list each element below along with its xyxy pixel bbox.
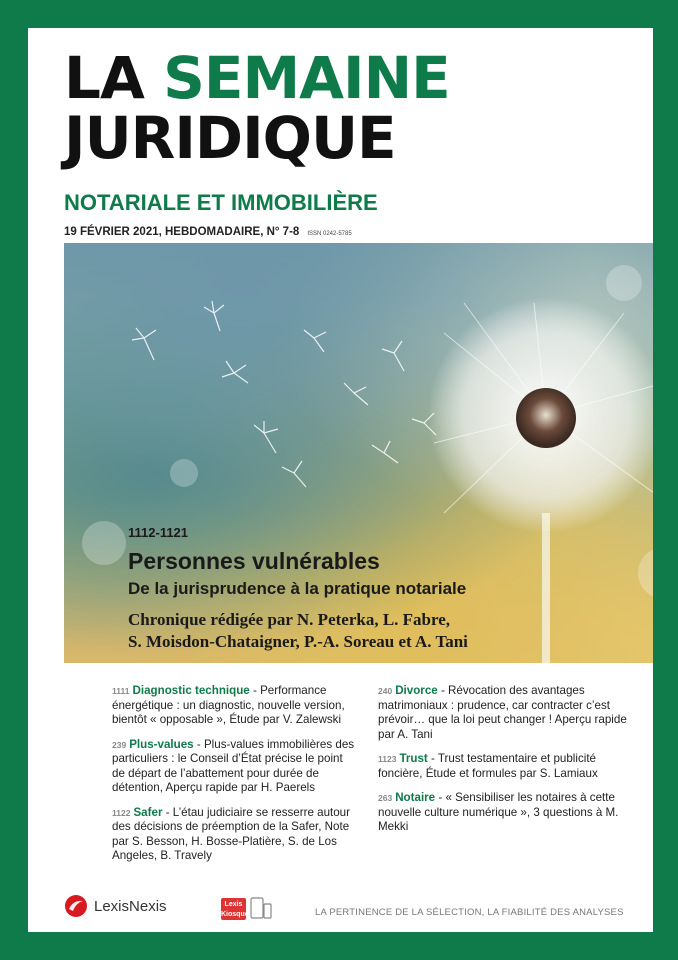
articles-left-column <box>112 684 357 874</box>
lexisnexis-logo <box>64 894 167 918</box>
article-text: - Plus-values immobilières des particuliers : le Conseil d’État précise le point de départ de l’abattement pour durée de détention, Aperçu rapide par H. Paerels <box>112 737 355 794</box>
masthead-subtitle: NOTARIALE ET IMMOBILIÈRE <box>64 190 378 215</box>
article-number: 1111 <box>112 686 130 696</box>
article-number: 239 <box>112 739 127 750</box>
lead-article <box>128 525 468 653</box>
lead-article-authors <box>128 609 468 653</box>
lexis-kiosque-badge <box>221 898 249 920</box>
article-item <box>112 806 357 864</box>
article-text: - Performance énergétique : un diagnostic, nouvelle version, bientôt « opposable », Étude par V. Zalewski <box>112 684 345 726</box>
article-keyword: Trust <box>399 752 428 765</box>
cover-photo-dandelion <box>64 243 653 663</box>
article-text: - L’étau judiciaire se resserre autour des décisions de préemption de la Safer, Note par S. Besson, H. Bosse-Platière, S. de Los Angeles, B. Travely <box>112 805 350 862</box>
masthead-word-juridique: JURIDIQUE <box>64 104 396 172</box>
article-keyword: Diagnostic technique <box>132 684 250 697</box>
kiosque-label-2: Kiosque <box>221 911 249 918</box>
cover-page <box>28 28 653 932</box>
article-text: - « Sensibiliser les notaires à cette nouvelle culture numérique », 3 questions à M. Mekki <box>378 791 619 833</box>
article-item <box>112 738 357 796</box>
article-text: - Trust testamentaire et publicité foncière, Étude et formules par S. Lamiaux <box>378 752 598 780</box>
lexisnexis-emblem-icon <box>64 894 88 918</box>
article-item <box>378 752 628 781</box>
issn: ISSN 0242-5785 <box>307 231 352 237</box>
article-keyword: Notaire <box>395 791 436 804</box>
masthead-word-la: LA <box>64 44 144 112</box>
masthead-title <box>64 44 450 172</box>
issue-dateline <box>64 226 352 238</box>
article-keyword: Safer <box>133 805 163 819</box>
article-number: 263 <box>378 793 393 803</box>
lead-article-title: Personnes vulnérables <box>128 548 380 574</box>
kiosque-label-1: Lexis <box>224 901 243 908</box>
lead-article-subtitle: De la jurisprudence à la pratique notariale <box>128 579 467 598</box>
footer-tagline: LA PERTINENCE DE LA SÉLECTION, LA FIABILITÉ DES ANALYSES <box>315 907 624 918</box>
authors-line-1: Chronique rédigée par N. Peterka, L. Fabre, <box>128 610 451 629</box>
masthead-word-semaine: SEMAINE <box>163 44 450 112</box>
article-text: - Révocation des avantages matrimoniaux : prudence, car contracter c’est prévoir… que la loi peut changer ! Aperçu rapide par A. Tani <box>378 684 627 741</box>
issue-date: 19 FÉVRIER 2021, HEBDOMADAIRE, N° 7-8 <box>64 226 300 238</box>
article-item <box>378 684 628 742</box>
lead-article-code: 1112-1121 <box>128 525 189 540</box>
article-number: 1122 <box>112 807 131 818</box>
article-keyword: Divorce <box>395 684 438 697</box>
articles-right-column <box>378 684 628 845</box>
article-keyword: Plus-values <box>129 737 194 751</box>
article-number: 1123 <box>378 754 397 764</box>
lexisnexis-brand: LexisNexis <box>94 897 167 915</box>
article-item <box>112 684 357 728</box>
article-number: 240 <box>378 686 393 696</box>
tablet-phone-icon <box>250 897 272 921</box>
authors-line-2: S. Moisdon-Chataigner, P.-A. Soreau et A. Tani <box>128 632 468 651</box>
article-item <box>378 791 628 835</box>
